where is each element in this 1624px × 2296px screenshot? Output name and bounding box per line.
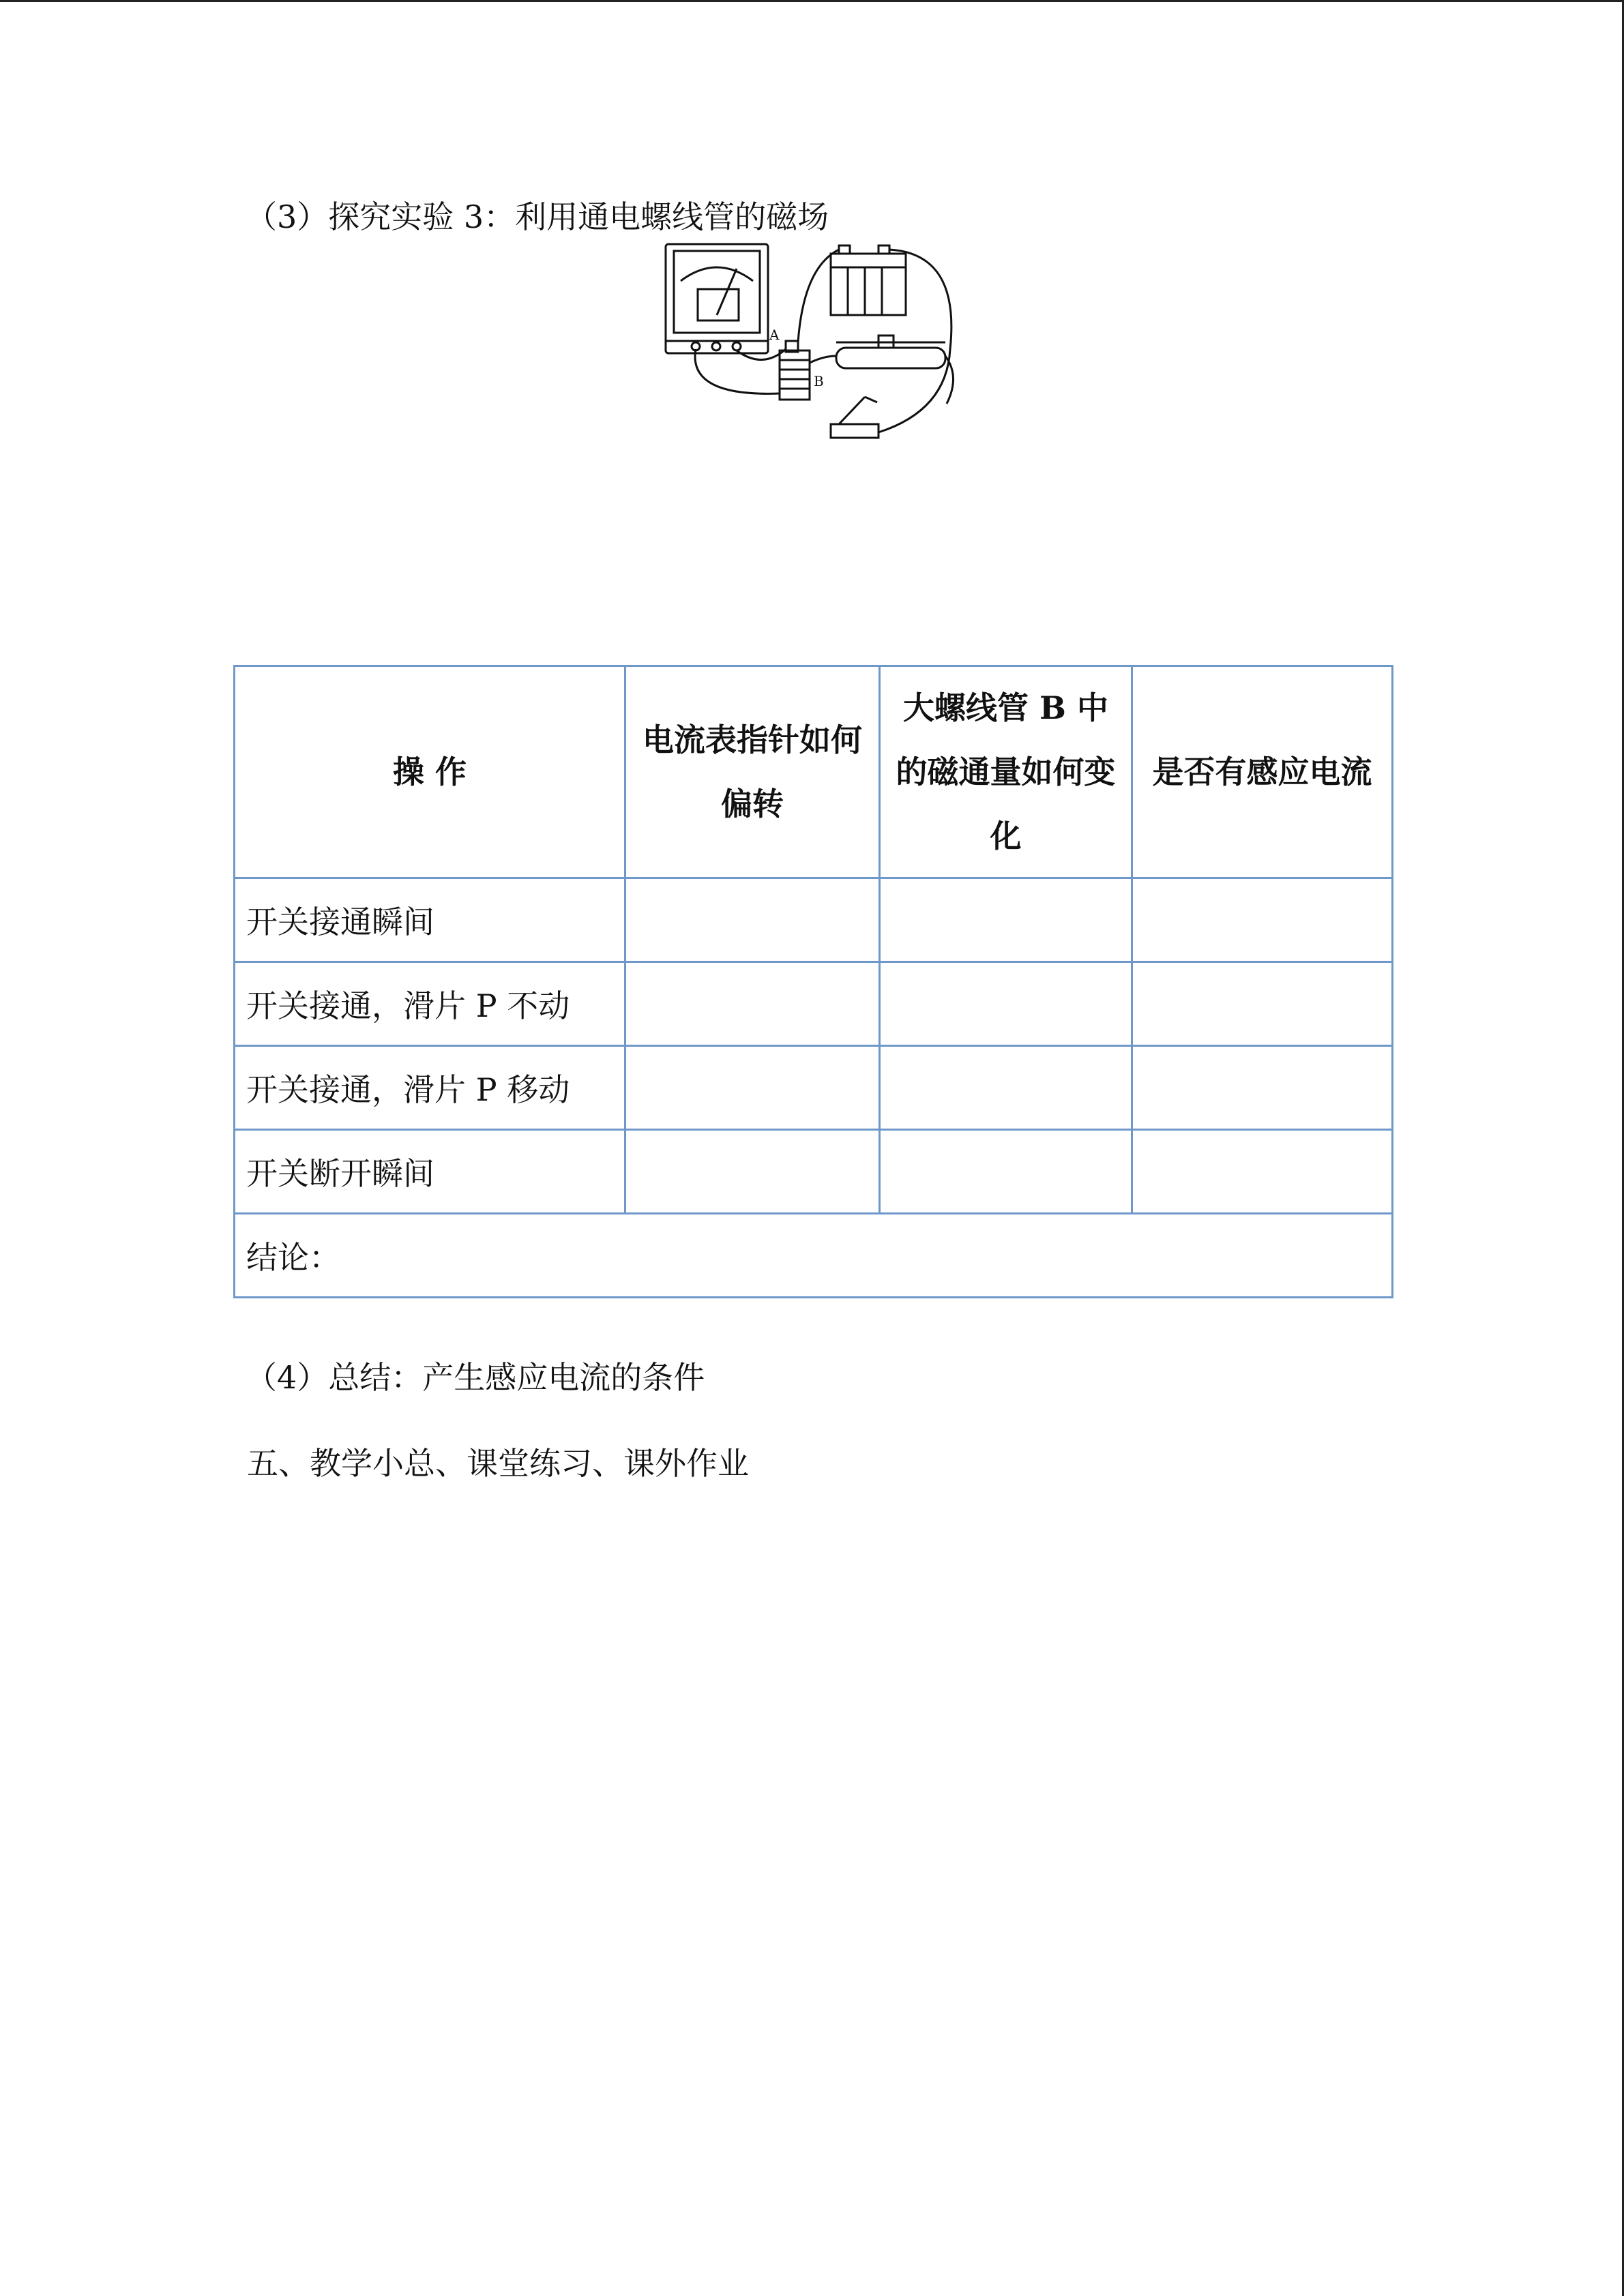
header-flux-change: 大螺线管 B 中的磁通量如何变化 xyxy=(880,666,1132,878)
closing-heading: 五、教学小总、课堂练习、课外作业 xyxy=(247,1445,749,1482)
answer-cell[interactable] xyxy=(1132,1130,1393,1214)
apparatus-illustration xyxy=(660,240,967,445)
page-top-border xyxy=(0,0,1624,2)
table-row xyxy=(235,962,1393,1046)
operation-cell: 开关接通瞬间 xyxy=(235,878,625,962)
table-row xyxy=(235,1046,1393,1130)
table-header-row xyxy=(235,666,1393,878)
table-row xyxy=(235,1130,1393,1214)
experiment-table xyxy=(233,665,1393,1298)
answer-cell[interactable] xyxy=(625,1130,880,1214)
answer-cell[interactable] xyxy=(625,1046,880,1130)
table-row xyxy=(235,878,1393,962)
answer-cell[interactable] xyxy=(625,962,880,1046)
label-a: A xyxy=(769,327,780,343)
answer-cell[interactable] xyxy=(1132,878,1393,962)
answer-cell[interactable] xyxy=(880,1130,1132,1214)
answer-cell[interactable] xyxy=(880,962,1132,1046)
operation-cell: 开关接通，滑片 P 移动 xyxy=(235,1046,625,1130)
answer-cell[interactable] xyxy=(880,1046,1132,1130)
answer-cell[interactable] xyxy=(880,878,1132,962)
experiment-apparatus-figure xyxy=(660,240,967,445)
experiment-3-heading: （3）探究实验 3：利用通电螺线管的磁场 xyxy=(246,198,829,235)
answer-cell[interactable] xyxy=(1132,962,1393,1046)
header-ammeter-deflection: 电流表指针如何偏转 xyxy=(625,666,880,878)
summary-heading: （4）总结：产生感应电流的条件 xyxy=(246,1359,705,1396)
label-b: B xyxy=(814,373,824,389)
header-operation: 操 作 xyxy=(235,666,625,878)
answer-cell[interactable] xyxy=(1132,1046,1393,1130)
operation-cell: 开关接通，滑片 P 不动 xyxy=(235,962,625,1046)
operation-cell: 开关断开瞬间 xyxy=(235,1130,625,1214)
answer-cell[interactable] xyxy=(625,878,880,962)
header-induced-current: 是否有感应电流 xyxy=(1132,666,1393,878)
conclusion-row xyxy=(235,1214,1393,1298)
conclusion-cell[interactable]: 结论： xyxy=(235,1214,1393,1298)
